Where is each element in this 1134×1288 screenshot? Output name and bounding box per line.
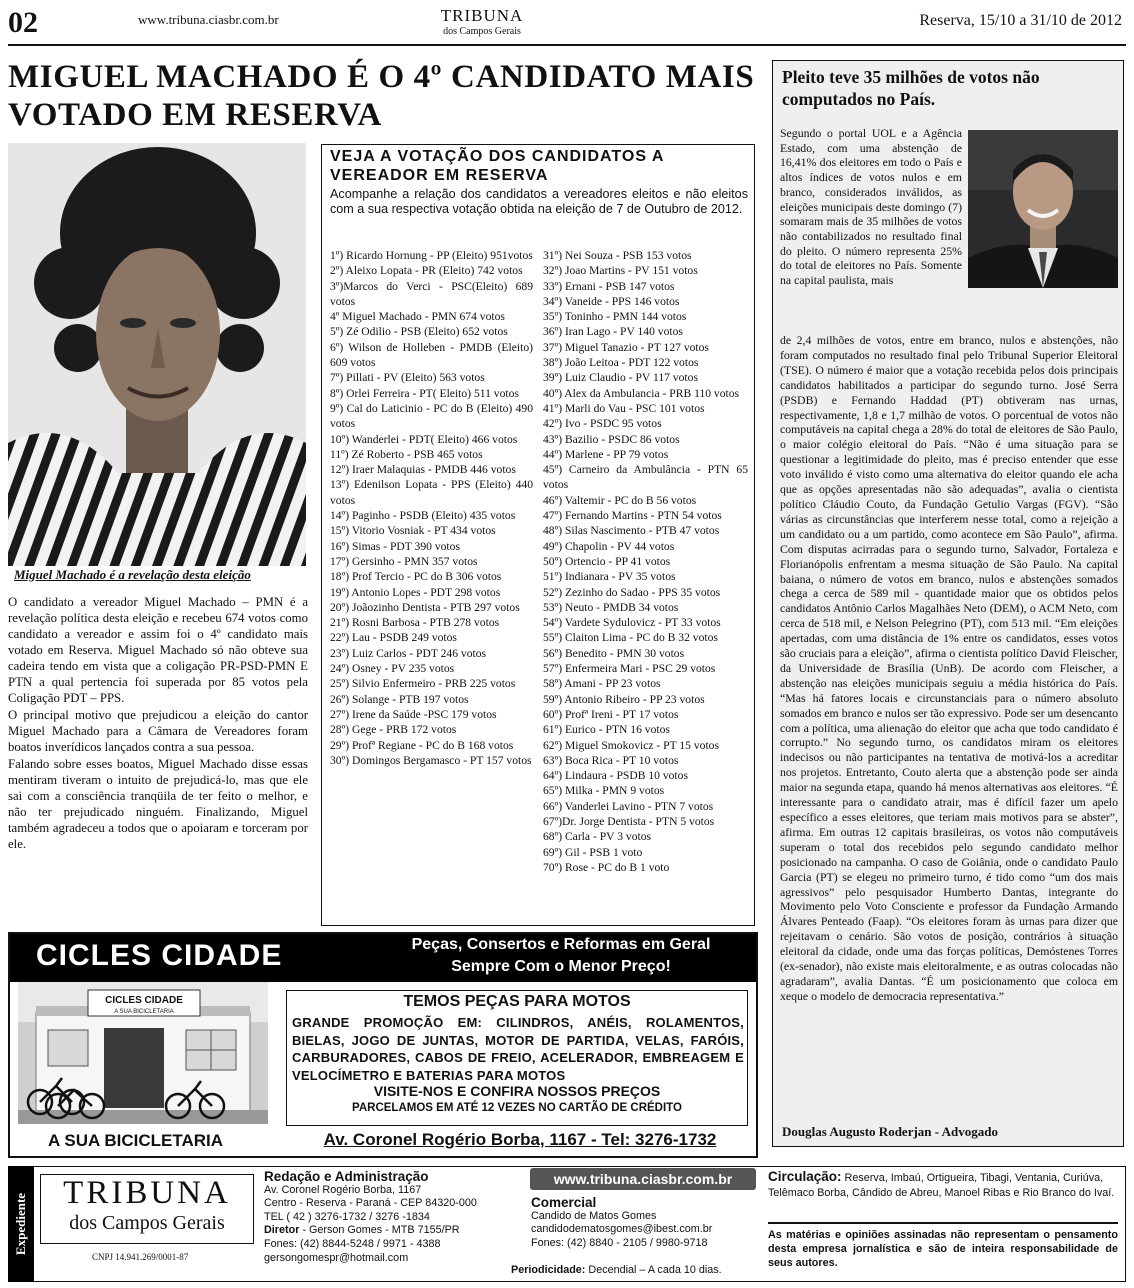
vote-entry: 69º) Gil - PSB 1 voto [543,845,643,859]
vote-entry: 34º) Vaneide - PPS 146 votos [543,294,680,308]
footer-commercial-line: Candido de Matos Gomes [531,1209,657,1222]
vote-entry: 68º) Carla - PV 3 votos [543,830,652,844]
vote-entry: 41º) Marli do Vau - PSC 101 votos [543,401,705,415]
footer-commercial-title: Comercial [531,1195,597,1210]
vote-entry: 21º) Rosni Barbosa - PTB 278 votos [330,616,500,630]
vote-entry: 46º) Valtemir - PC do B 56 votos [543,493,697,507]
vote-entry: 3º)Marcos do Verci - PSC(Eleito) 689 votos [330,279,533,308]
footer-disclaimer: As matérias e opiniões assinadas não representam o pensamento desta empresa jornalística e são de inteira responsabilidade de seus autores. [768,1229,1118,1269]
vote-entry: 11º) Zé Roberto - PSB 465 votos [330,447,483,461]
footer-label-text: Expediente [13,1192,28,1256]
vote-entry: 25º) Silvio Enfermeiro - PRB 225 votos [330,677,516,691]
ad-promo-heading: TEMOS PEÇAS PARA MOTOS [403,993,631,1010]
ad-promo-list: GRANDE PROMOÇÃO EM: CILINDROS, ANÉIS, ROLAMENTOS, BIELAS, JOGO DE JUNTAS, MOTOR DE PARTIDA, VELAS, FARÓIS, CARBURADORES, CABOS DE FREIO, ACELERADOR, EMBREAGEM E VELOCÍMETRO E BATERIAS PARA MOTOS [292,1015,744,1083]
author-photo [968,130,1118,288]
vote-entry: 45º) Carneiro da Ambulância - PTN 65 votos [543,463,748,492]
footer-circulation-title: Circulação: [768,1169,842,1184]
vote-entry: 70º) Rose - PC do B 1 voto [543,860,670,874]
vote-entry: 39º) Luiz Claudio - PV 117 votos [543,371,698,385]
vote-entry: 14º) Paginho - PSDB (Eleito) 435 votos [330,509,516,523]
shop-photo [18,982,268,1124]
header-date: Reserva, 15/10 a 31/10 de 2012 [919,12,1122,29]
vote-entry: 56º) Benedito - PMN 30 votos [543,646,685,660]
vote-entry: 55º) Claiton Lima - PC do B 32 votos [543,631,718,645]
footer-section-label [8,1166,34,1282]
vote-entry: 19º) Antonio Lopes - PDT 298 votos [330,585,501,599]
vote-entry: 53º) Neuto - PMDB 34 votos [543,600,679,614]
vote-entry: 33º) Ernani - PSB 147 votos [543,279,675,293]
vote-entry: 42º) Ivo - PSDC 95 votos [543,417,662,431]
side-article-signature: Douglas Augusto Roderjan - Advogado [782,1124,998,1139]
footer-commercial-email[interactable]: candidodematosgomes@ibest.com.br [531,1223,713,1236]
vote-entry: 26º) Solange - PTB 197 votos [330,692,469,706]
vote-entry: 52º) Zezinho do Sadao - PPS 35 votos [543,585,721,599]
headline-line-2: VOTADO EM RESERVA [8,97,382,133]
footer-cnpj: CNPJ 14.941.269/0001-87 [92,1252,189,1262]
footer-website-link[interactable]: www.tribuna.ciasbr.com.br [530,1168,756,1190]
footer-logo-title: TRIBUNA [63,1175,231,1211]
vote-entry: 20º) Joãozinho Dentista - PTB 297 votos [330,600,520,614]
shop-sign-subtext: A SUA BICICLETARIA [114,1009,174,1015]
article-paragraph: Falando sobre esses boatos, Miguel Machado disse essas mentiram tiveram o intuito de prejudicá-lo, mas que ele sai com a consciência tranqüila de ter feito o melhor, e não ter prejudicado ninguém. Finalizando, Miguel também agradeceu a todos que o apoiaram e torceram por ele. [8,757,308,851]
vote-entry: 18º) Prof Tercio - PC do B 306 votos [330,570,502,584]
vote-entry: 58º) Amani - PP 23 votos [543,677,661,691]
vote-entry: 44º) Marlene - PP 79 votos [543,447,669,461]
main-article-body [8,594,308,853]
footer-commercial-line: Fones: (42) 8840 - 2105 / 9980-9718 [531,1236,708,1249]
side-article-title: Pleito teve 35 milhões de votos não computados no País. [782,67,1040,109]
vote-entry: 23º) Luiz Carlos - PDT 246 votos [330,646,487,660]
footer-director-name: - Gerson Gomes - MTB 7155/PR [299,1224,460,1237]
vote-entry: 43º) Bazilio - PSDC 86 votos [543,432,680,446]
ad-promo-installments: PARCELAMOS EM ATÉ 12 VEZES NO CARTÃO DE CRÉDITO [352,1102,682,1114]
article-paragraph: O candidato a vereador Miguel Machado – PMN é a revelação política desta eleição e recebeu 674 votos como candidato a vereador e assim foi o 4º candidato mais votado em Reserva. Miguel Machado só não obteve sua cadeira tendo em vista que a coligação PR-PSD-PMN E PTN a qual pertencia foi superada por 85 votos pela Coligação PDT – PPS. [8,595,308,705]
vote-entry: 2º) Aleixo Lopata - PR (Eleito) 742 votos [330,264,523,278]
vote-entry: 5º) Zé Odilio - PSB (Eleito) 652 votos [330,325,508,339]
footer-editorial-line: Centro - Reserva - Paraná - CEP 84320-000 [264,1197,477,1210]
header-divider [8,44,1126,46]
vote-entry: 9º) Cal do Laticinio - PC do B (Eleito) 490 votos [330,401,533,431]
vote-entry: 65º) Milka - PMN 9 votos [543,784,665,798]
footer-commercial [531,1196,763,1250]
vote-entry: 62º) Miguel Smokovicz - PT 15 votos [543,738,719,752]
footer-periodicity [511,1264,722,1276]
vote-entry: 36º) Iran Lago - PV 140 votos [543,325,683,339]
side-article-paragraph-2: de 2,4 milhões de votos, entre em branco, nulos e abstenções, não foram computados no resultado final pelo Tribunal Superior Eleitoral (TSE). O número é maior que a votação recebida pelos dois principais candidatos habilitados a participar do segundo turno. José Serra (PSDB) e Fernando Haddad (PT) obtiveram nas urnas, respectivamente, 1,8 e 1,7 milhão de votos. O porcentual de votos não computáveis na capital chega a 28% do total de eleitores de São Paulo, o maior colégio eleitoral do País. “Não é uma situação para se questionar a legitimidade do pleito, mas é preciso entender que esse voto inválido é visto como uma alternativa do eleitor quando ele acha que as opções apresentadas não são adequadas”, avalia o cientista político Cláudio Couto, da Fundação Getulio Vargas (FGV). “São várias as circunstâncias que interferem nesse total, como a rejeição a um candidato ou a um partido, como acontece em São Paulo”, afirma. Com disputas acirradas para o segundo turno, Salvador, Fortaleza e Florianópolis enfrentam a mesma situação de São Paulo. Na capital baiana, o número de votos em branco, nulos e abstenções somados chega a cerca de 589 mil - quantidade maior que os obtidos pelos candidatos Antônio Carlos Magalhães Neto (DEM), o ACM Neto, com cerca de 518 mil, e Nelson Pelegrino (PT), com 513 mil. “Em eleições apertadas, com uma distância de 1% entre os candidatos, esses votos são cruciais para a eleição”, afirma o cientista político David Fleischer, da Universidade de Brasília (UnB). De acordo com Fleischer, a abstenção nas eleições municipais seguiu a média histórica do País. “Mas há fatores locais e circunstanciais para o número absoluto somados em branco e nulos ser tão expressivo. Pode ser um desencanto com a política, uma alienação do eleitor que acha que todo candidato é corrupto.” No segundo turno, os candidatos miram os eleitores indecisos ou não participantes na tentativa de motivá-los a acreditar nos projetos. Entretanto, Couto alerta que a abstenção pode ser ainda maior na segunda etapa, quando há menos alternativas aos eleitores. “É interessante para o candidato atrair, mas é difícil fazer um apelo específico a esses eleitores, que teriam mais motivos para se abster”, afirma. Em outras 12 capitais brasileiras, os votos não computáveis superam o total dos recebidos pelo segundo candidato melhor posicionado na campanha. O caso de Goiânia, onde o candidato Paulo Garcia (PT) se elegeu no primeiro turno, é tido como “um dos mais agressivos” pelo pesquisador Humberto Dantas, integrante do Movimento pelo Voto Consciente e professor da Fundação Armando Álvares Penteado (Faap). “Os eleitores foram às urnas para dizer que rejeitavam o cenário. São votos de posição, contrários à situação eleitoral da cidade, onde uma das forças políticas, Demóstenes Torres (ex-senador), não existe mais eleitoralmente, e as outras colocadas não agradaram”, avalia Dantas. “É um posicionamento que coloca em xeque o modelo de democracia representativa.” [780,333,1118,1003]
page-number: 02 [8,6,38,39]
shop-photo-image [18,982,268,1124]
vote-entry: 7º) Pillati - PV (Eleito) 563 votos [330,371,485,385]
vote-entry: 28º) Gege - PRB 172 votos [330,723,457,737]
footer-editorial-title: Redação e Administração [264,1169,429,1184]
vote-entry: 40º) Alex da Ambulancia - PRB 110 votos [543,386,740,400]
ad-address: Av. Coronel Rogério Borba, 1167 - Tel: 3276-1732 [323,1130,717,1149]
vote-entry: 48º) Silas Nascimento - PTB 47 votos [543,524,720,538]
vote-entry: 30º) Domingos Bergamasco - PT 157 votos [330,753,532,767]
footer-periodicity-value: Decendial – A cada 10 dias. [585,1264,722,1276]
vote-entry: 67º)Dr. Jorge Dentista - PTN 5 votos [543,814,715,828]
votes-column-1 [330,248,533,768]
footer-editorial-email[interactable]: gersongomespr@hotmail.com [264,1251,409,1264]
vote-entry: 29º) Profª Regiane - PC do B 168 votos [330,738,514,752]
vote-entry: 1º) Ricardo Hornung - PP (Eleito) 951votos [330,249,533,262]
vote-entry: 61º) Eurico - PTN 16 votos [543,723,670,737]
vote-entry: 60º) Profª Ireni - PT 17 votos [543,707,679,721]
vote-entry: 37º) Miguel Tanazio - PT 127 votos [543,340,709,354]
footer-editorial-director [264,1224,524,1238]
vote-entry: 47º) Fernando Martins - PTN 54 votos [543,509,722,523]
vote-entry: 13º) Edenilson Lopata - PPS (Eleito) 440 votos [330,478,533,507]
vote-entry: 15º) Vitorio Vosniak - PT 434 votos [330,524,496,538]
candidate-photo [8,143,306,566]
author-photo-image [968,130,1118,288]
vote-entry: 32º) Joao Martins - PV 151 votos [543,264,698,278]
header-url[interactable]: www.tribuna.ciasbr.com.br [138,12,279,27]
footer-periodicity-label: Periodicidade: [511,1264,586,1276]
vote-entry: 12º) Iraer Malaquias - PMDB 446 votos [330,463,516,477]
vote-entry: 54º) Vardete Sydulovicz - PT 33 votos [543,616,721,630]
vote-entry: 24º) Osney - PV 235 votos [330,662,455,676]
vote-entry: 4º Miguel Machado - PMN 674 votos [330,310,505,324]
footer-editorial [264,1170,524,1265]
vote-entry: 59º) Antonio Ribeiro - PP 23 votos [543,692,705,706]
ad-slogan-2: Sempre Com o Menor Preço! [451,958,671,975]
vote-entry: 64º) Lindaura - PSDB 10 votos [543,769,688,783]
vote-entry: 8º) Orlei Ferreira - PT( Eleito) 511 votos [330,386,519,400]
shop-sign-text: CICLES CIDADE [105,995,183,1006]
vote-entry: 50º) Ortencio - PP 41 votos [543,554,671,568]
votes-intro: Acompanhe a relação dos candidatos a vereadores eleitos e não eleitos com a sua respectiva votação obtida na eleição de 7 de Outubro de 2012. [330,187,748,216]
vote-entry: 6º) Wilson de Holleben - PMDB (Eleito) 609 votos [330,340,533,370]
vote-entry: 22º) Lau - PSDB 249 votos [330,631,457,645]
ad-slogan-1: Peças, Consertos e Reformas em Geral [411,936,711,953]
vote-entry: 27º) Irene da Saúde -PSC 179 votos [330,707,497,721]
vote-entry: 51º) Indianara - PV 35 votos [543,570,676,584]
vote-entry: 31º) Nei Souza - PSB 153 votos [543,249,692,262]
vote-entry: 66º) Vanderlei Lavino - PTN 7 votos [543,799,714,813]
vote-entry: 38º) João Leitoa - PDT 122 votos [543,356,699,370]
footer-logo [40,1174,254,1244]
candidate-photo-image [8,143,306,566]
header-brand [430,6,534,37]
ad-tagline: A SUA BICICLETARIA [48,1131,224,1150]
header-brand-sub: dos Campos Gerais [443,26,521,37]
votes-title: VEJA A VOTAÇÃO DOS CANDIDATOS A VEREADOR EM RESERVA [330,148,664,184]
footer-circulation [768,1170,1118,1200]
vote-entry: 35º) Toninho - PMN 144 votos [543,310,687,324]
vote-entry: 10º) Wanderlei - PDT( Eleito) 466 votos [330,432,518,446]
vote-entry: 57º) Enfermeira Mari - PSC 29 votos [543,662,716,676]
photo-caption: Miguel Machado é a revelação desta eleição [14,567,251,582]
footer-editorial-line: Av. Coronel Rogério Borba, 1167 [264,1183,422,1196]
ad-promo-visit: VISITE-NOS E CONFIRA NOSSOS PREÇOS [373,1083,661,1099]
main-headline [8,58,764,134]
header-brand-name: TRIBUNA [440,6,524,25]
headline-line-1: MIGUEL MACHADO É O 4º CANDIDATO MAIS [8,59,755,95]
vote-entry: 16º) Simas - PDT 390 votos [330,539,460,553]
side-article-paragraph-1: Segundo o portal UOL e a Agência Estado, com uma abstenção de 16,41% dos eleitores em todo o País e altos índices de votos nulos e em branco, considerados inválidos, as eleições municipais deste domingo (7) somaram mais de 35 milhões de votos não contabilizados no resultado final do pleito. O número representa 25% do total de eleitores no País. Somente na capital paulista, mais [780,126,962,288]
footer-circulation-text: Reserva, Imbaú, Ortigueira, Tibagi, Ventania, Curiúva, Telêmaco Borba, Cândido de Abreu, Manoel Ribas e Rio Branco do Ivaí. [768,1172,1115,1199]
vote-entry: 63º) Boca Rica - PT 10 votos [543,753,679,767]
article-paragraph: O principal motivo que prejudicou a eleição do cantor Miguel Machado para a Câmara de Vereadores foram boatos inverídicos lançados contra a sua pessoa. [8,708,308,754]
vote-entry: 17º) Gersinho - PMN 357 votos [330,554,478,568]
votes-column-2 [543,248,748,875]
ad-business-name: CICLES CIDADE [36,939,283,972]
vote-entry: 49º) Chapolin - PV 44 votos [543,539,675,553]
footer-divider [768,1222,1118,1224]
footer-logo-subtitle: dos Campos Gerais [69,1212,225,1234]
footer-editorial-line: Fones: (42) 8844-5248 / 9971 - 4388 [264,1237,441,1250]
footer-editorial-line: TEL ( 42 ) 3276-1732 / 3276 -1834 [264,1210,430,1223]
footer-director-label: Diretor [264,1224,300,1237]
